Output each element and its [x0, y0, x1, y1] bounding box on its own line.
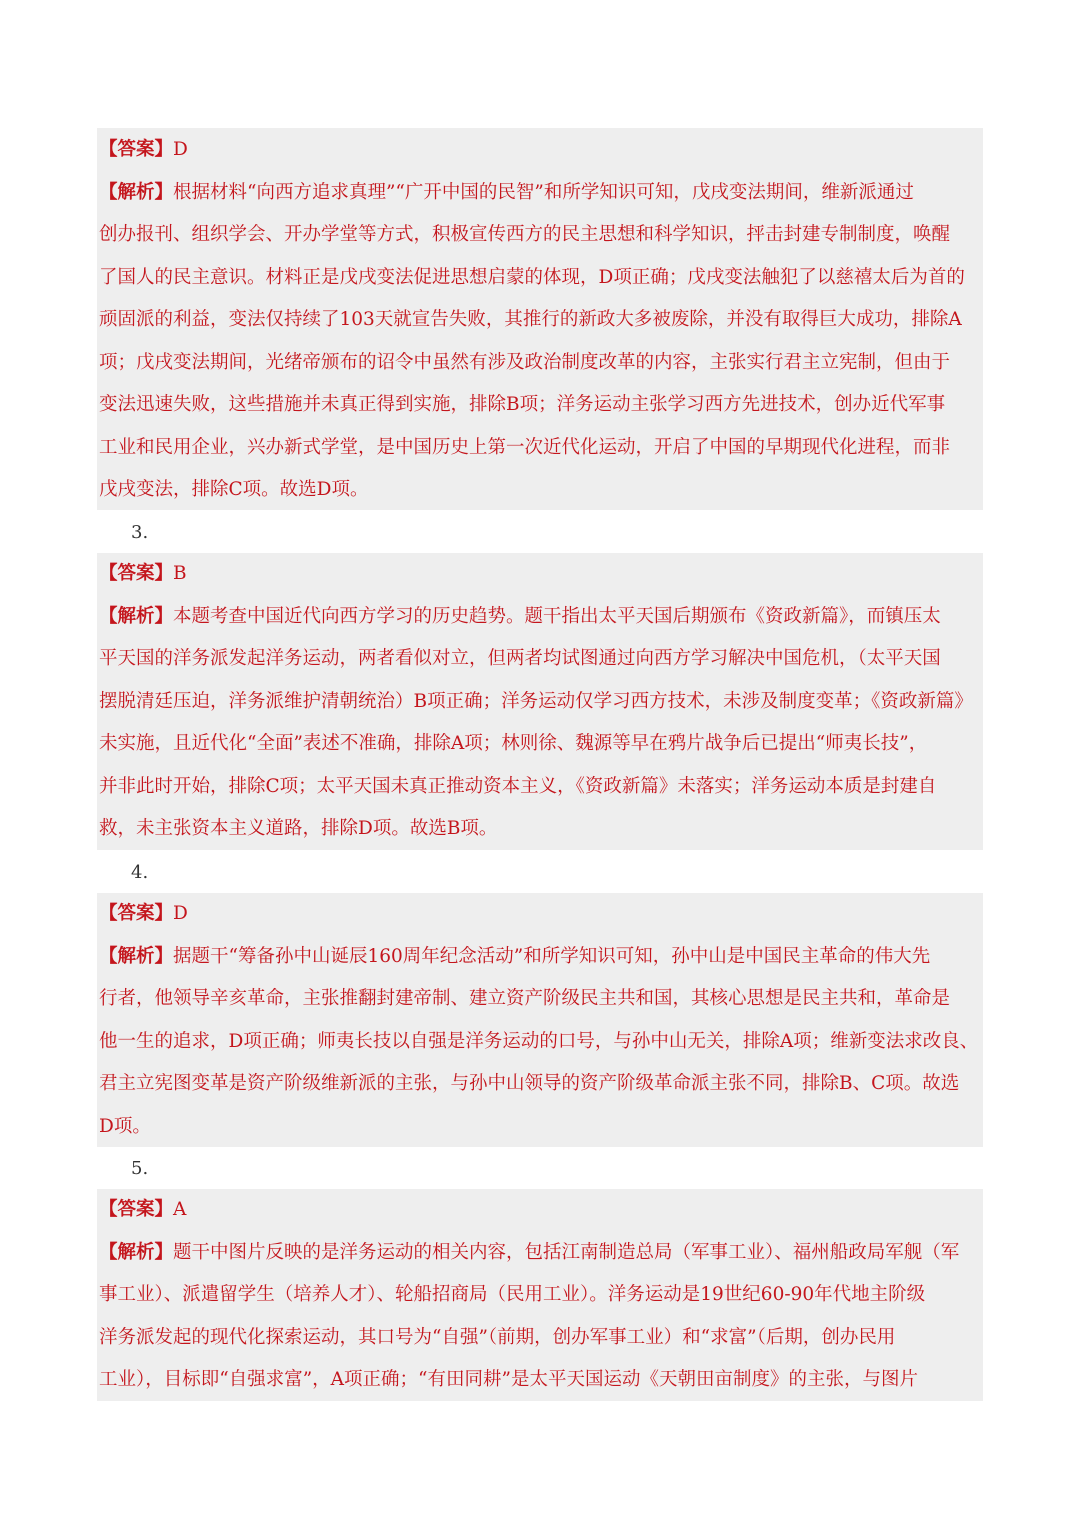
analysis-line: 戊戌变法，排除C项。故选D项。 [99, 479, 369, 500]
analysis-line: 洋务派发起的现代化探索运动，其口号为“自强”（前期，创办军事工业）和“求富”（后期，创办民用 [99, 1326, 896, 1348]
analysis-line: 了国人的民主意识。材料正是戊戌变法促进思想启蒙的体现，D项正确；戊戌变法触犯了以慈禧太后为首的 [99, 266, 965, 288]
answer-line: 【答案】B [99, 563, 187, 584]
analysis-line: 并非此时开始，排除C项；太平天国未真正推动资本主义，《资政新篇》未落实；洋务运动本质是封建自 [99, 775, 937, 797]
analysis-line: 事工业）、派遣留学生（培养人才）、轮船招商局（民用工业）。洋务运动是19世纪60-90年代地主阶级 [99, 1284, 926, 1305]
analysis-line: 摆脱清廷压迫，洋务派维护清朝统治）B项正确；洋务运动仅学习西方技术，未涉及制度变革；《资政新篇》 [99, 690, 973, 712]
analysis-line: 【解析】题干中图片反映的是洋务运动的相关内容，包括江南制造总局（军事工业）、福州船政局军舰（军 [99, 1241, 960, 1263]
question-number-3: 3. [131, 522, 149, 543]
answer-block-2 [97, 128, 983, 510]
analysis-line: 平天国的洋务派发起洋务运动，两者看似对立，但两者均试图通过向西方学习解决中国危机，（太平天国 [99, 648, 941, 669]
analysis-line: 顽固派的利益，变法仅持续了103天就宣告失败，其推行的新政大多被废除，并没有取得巨大成功，排除A [99, 309, 962, 330]
analysis-line: 工业和民用企业，兴办新式学堂，是中国历史上第一次近代化运动，开启了中国的早期现代化进程，而非 [99, 436, 951, 458]
answer-block-4 [97, 893, 983, 1147]
answer-line: 【答案】A [99, 1199, 187, 1220]
analysis-line: 项；戊戌变法期间，光绪帝颁布的诏令中虽然有涉及政治制度改革的内容，主张实行君主立宪制，但由于 [99, 351, 951, 373]
analysis-line: 行者，他领导辛亥革命，主张推翻封建帝制、建立资产阶级民主共和国，其核心思想是民主共和，革命是 [99, 988, 951, 1009]
analysis-line: 变法迅速失败，这些措施并未真正得到实施，排除B项；洋务运动主张学习西方先进技术，创办近代军事 [99, 394, 946, 415]
analysis-line: 【解析】据题干“筹备孙中山诞辰160周年纪念活动”和所学知识可知，孙中山是中国民主革命的伟大先 [99, 945, 931, 967]
analysis-line: 工业），目标即“自强求富”，A项正确；“有田同耕”是太平天国运动《天朝田亩制度》的主张，与图片 [99, 1369, 918, 1390]
answer-block-3 [97, 553, 983, 850]
question-number-5: 5. [131, 1158, 149, 1179]
answer-line: 【答案】D [99, 903, 188, 924]
analysis-line: D项。 [99, 1115, 151, 1137]
analysis-line: 创办报刊、组织学会、开办学堂等方式，积极宣传西方的民主思想和科学知识，抨击封建专制制度，唤醒 [99, 224, 951, 245]
question-number-4: 4. [131, 862, 149, 883]
analysis-line: 他一生的追求，D项正确；师夷长技以自强是洋务运动的口号，与孙中山无关，排除A项；维新变法求改良、 [99, 1030, 979, 1052]
analysis-line: 君主立宪图变革是资产阶级维新派的主张，与孙中山领导的资产阶级革命派主张不同，排除B、C项。故选 [99, 1073, 960, 1094]
answer-block-5 [97, 1189, 983, 1401]
analysis-line: 未实施，且近代化“全面”表述不准确，排除A项；林则徐、魏源等早在鸦片战争后已提出“师夷长技”， [99, 733, 928, 754]
analysis-line: 【解析】本题考查中国近代向西方学习的历史趋势。题干指出太平天国后期颁布《资政新篇》，而镇压太 [99, 605, 941, 627]
analysis-line: 【解析】根据材料“向西方追求真理”“广开中国的民智”和所学知识可知，戊戌变法期间，维新派通过 [99, 181, 914, 203]
answer-line: 【答案】D [99, 139, 188, 160]
analysis-line: 救，未主张资本主义道路，排除D项。故选B项。 [99, 818, 498, 839]
